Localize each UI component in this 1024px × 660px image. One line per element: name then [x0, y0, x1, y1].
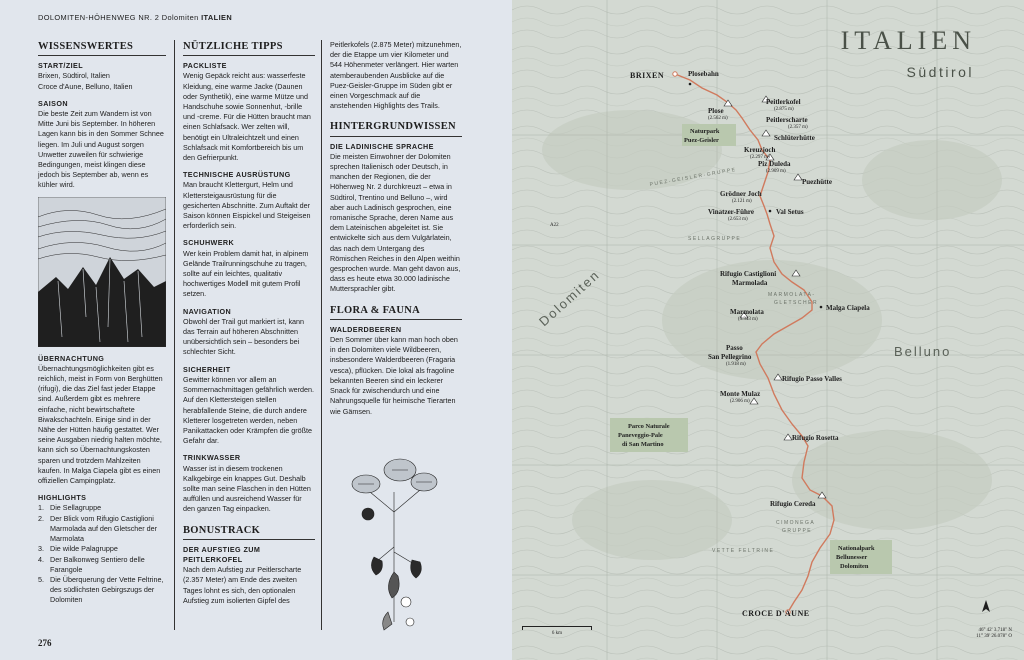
column-rule	[174, 40, 175, 630]
place-label: Grödner Joch	[720, 190, 762, 198]
subheading: ÜBERNACHTUNG	[38, 353, 105, 363]
body-line: Brixen, Südtirol, Italien	[38, 71, 110, 81]
park-label: Naturpark	[690, 128, 720, 135]
subheading: HIGHLIGHTS	[38, 493, 87, 503]
section-title: NÜTZLICHE TIPPS	[183, 40, 315, 56]
section-title: FLORA & FAUNA	[330, 304, 462, 320]
map-subtitle: Südtirol	[906, 64, 974, 80]
subheading: START/ZIEL	[38, 61, 83, 71]
mountain-illustration	[38, 197, 166, 347]
elevation-label: (1.918 m)	[726, 362, 746, 367]
park-label: Paneveggio-Pale	[618, 432, 663, 439]
list-item: 3. Die wilde Palagruppe	[38, 544, 118, 554]
running-head	[38, 13, 232, 22]
elevation-label: (2.906 m)	[730, 399, 750, 404]
park-label: Nationalpark	[838, 545, 875, 552]
place-label: CROCE D'AUNE	[742, 609, 810, 618]
subheading: DER AUFSTIEG ZUM PEITLERKOFEL	[183, 544, 261, 564]
subheading: SAISON	[38, 98, 68, 108]
coordinates	[976, 628, 1012, 640]
column-hintergrund	[330, 40, 462, 417]
topographic-map	[512, 0, 1024, 660]
place-label: Marmolada	[732, 279, 768, 287]
subheading: NAVIGATION	[183, 306, 232, 316]
body-text: Obwohl der Trail gut markiert ist, kann das Terrain auf höheren Abschnitten unübersichtlich sein – besonders bei schlechter Sicht.	[183, 316, 305, 357]
subheading: WALDERDBEEREN	[330, 324, 402, 334]
body-text: Man braucht Klettergurt, Helm und Klettersteigausrüstung für die gesicherten Abschnitte. Zum Auftakt der Saison können Eispickel und Steigeisen erforderlich sein.	[183, 180, 311, 231]
place-label: Vinatzer-Führe	[708, 208, 755, 216]
place-label: Peitlerkofel	[766, 98, 801, 106]
place-label: Val Setus	[776, 208, 804, 216]
body-text: Übernachtungsmöglichkeiten gibt es reichlich, meist in Form von Berghütten (rifugi), die das Ziel fast jeder Etappe sind. Außerdem gibt es mehrere einfache, nicht bewirtschaftete Biwakschachteln. Einige sind in der Nähe der Hütten häufig gestattet. Wer seine Ausgaben niedrig halten möchte, kann sich so Übernachtungskosten sparen und trotzdem Mahlzeiten kaufen. In Malga Ciapela gibt es einen offiziellen Campingplatz.	[38, 363, 163, 486]
column-tipps	[183, 40, 315, 606]
park-label: Puez-Geisler	[684, 137, 719, 144]
scale-bar	[522, 626, 592, 636]
column-rule	[321, 40, 322, 630]
place-label: Rifugio Rosetta	[792, 434, 839, 442]
place-label: Piz Duleda	[758, 160, 791, 168]
place-label: Monte Mulaz	[720, 390, 761, 398]
place-label: Plose	[708, 107, 724, 115]
group-label: CIMONEGA	[776, 520, 816, 526]
elevation-label: (2.562 m)	[708, 116, 728, 121]
group-label: MARMOLATA-	[768, 292, 816, 298]
road-label: A22	[550, 223, 559, 228]
place-label: Rifugio Passo Valles	[782, 375, 842, 383]
coordinate-lon: 11° 39' 26.078" O	[976, 634, 1012, 639]
place-label: Kreuzjoch	[744, 146, 776, 154]
section-title: BONUSTRACK	[183, 524, 315, 540]
body-text: Wasser ist in diesem trockenen Kalkgebirge ein knappes Gut. Deshalb sollte man seine Flaschen in den Hütten auffüllen und ausreichend Wasser für den ganzen Tag einpacken.	[183, 463, 311, 514]
running-head-prefix: DOLOMITEN-HÖHENWEG NR. 2 Dolomiten	[38, 13, 199, 22]
scale-label: 6 km	[551, 631, 563, 636]
map-title: ITALIEN	[840, 26, 976, 55]
list-item: 5. Die Überquerung der Vette Feltrine, des südlichsten Gebirgszugs der Dolomiten	[38, 574, 164, 605]
body-text: Wer kein Problem damit hat, in alpinem Gelände Trailrunningschuhe zu tragen, sollte auf ein leichtes, qualitativ hochwertiges Modell mit gutem Profil setzen.	[183, 248, 309, 299]
group-label: VETTE FELTRINE	[712, 548, 775, 554]
subheading: TECHNISCHE AUSRÜSTUNG	[183, 170, 291, 180]
park-label: di San Martino	[622, 441, 664, 448]
park-label: Dolomiten	[840, 563, 869, 570]
list-item: 1. Die Sellagruppe	[38, 503, 102, 513]
elevation-label: (3.343 m)	[738, 317, 758, 322]
place-label: Plosebahn	[688, 70, 719, 78]
place-label: Puezhütte	[802, 178, 832, 186]
place-label: Rifugio Cereda	[770, 500, 816, 508]
body-text: Den Sommer über kann man hoch oben in den Dolomiten viele Wildbeeren, insbesondere Walderdbeeren (Fragaria vesca), pflücken. Die lokal als fragoline bekannten Beeren sind ein leckerer Snack für zwischendurch und eine Nahrungsquelle für heimische Tierarten wie Gämsen.	[330, 335, 458, 416]
place-label: Rifugio Castiglioni	[720, 270, 777, 278]
place-label: Marmolata	[730, 308, 764, 316]
elevation-label: (2.297 m)	[750, 155, 770, 160]
column-wissenswertes	[38, 40, 166, 606]
map-page	[512, 0, 1024, 660]
place-label: Peitlerscharte	[766, 116, 808, 124]
list-item: 4. Der Balkonweg Sentiero delle Farangole	[38, 554, 145, 574]
group-label: GLETSCHER	[774, 300, 819, 306]
park-label: Parco Naturale	[628, 423, 670, 430]
elevation-label: (2.653 m)	[728, 217, 748, 222]
list-item: 2. Der Blick vom Rifugio Castiglioni Marmolada auf den Gletscher der Marmolata	[38, 513, 158, 544]
body-text: Gewitter können vor allem an Sommernachmittagen gefährlich werden. Auf den Klettersteigen stellen herabfallende Steine, die durch andere Kletterer losgetreten werden, neben Panikattacken oder Krämpfen die größte Gefahr dar.	[183, 374, 315, 446]
place-label: BRIXEN	[630, 71, 665, 80]
group-label: GRUPPE	[782, 528, 813, 534]
elevation-label: (2.875 m)	[774, 107, 794, 112]
subheading: PACKLISTE	[183, 61, 227, 71]
group-label: SELLAGRUPPE	[688, 236, 742, 242]
region-label: Belluno	[894, 344, 952, 359]
elevation-label: (2.121 m)	[732, 199, 752, 204]
coordinate-lat: 46° 42' 3.718" N	[978, 628, 1012, 633]
strawberry-illustration	[348, 452, 440, 640]
section-title: WISSENSWERTES	[38, 40, 166, 56]
highlights-list	[38, 503, 166, 605]
section-title: HINTERGRUNDWISSEN	[330, 120, 462, 136]
place-label: Schlüterhütte	[774, 134, 815, 142]
body-text: Peitlerkofels (2.875 Meter) mitzunehmen, der die Etappe um vier Kilometer und 544 Höhenmeter verlängert. Hier warten atemberaubenden Ausblicke auf die Puez-Geisler-Gruppe im Süden gibt er einen Vorgeschmack auf die anstehenden Highlights des Trails.	[330, 40, 462, 111]
place-label: Malga Ciapela	[826, 304, 870, 312]
body-text: Wenig Gepäck reicht aus: wasserfeste Kleidung, eine warme Jacke (Daunen oder Synthetik), eine warme Mütze und Handschuhe sowie Sonnenhut, -brille und -creme. Für die Hütten braucht man einen Schlafsack. Wer zelten will, benötigt ein Ultraleichtzelt und einen Schlafsack mit Komfortbereich bis um den Gefrierpunkt.	[183, 71, 311, 163]
place-label: Passo	[726, 344, 743, 352]
region-label: Dolomiten	[536, 266, 603, 330]
place-label: San Pellegrino	[708, 353, 752, 361]
body-text: Die beste Zeit zum Wandern ist von Mitte Juni bis September. In höheren Lagen kann bis in den Sommer Schnee liegen. Im Juli und August sorgen Unwetter zuweilen für schwierige Bedingungen, meist klingen diese jedoch bis September ab, wenn es kühler wird.	[38, 109, 164, 190]
body-line: Croce d'Aune, Belluno, Italien	[38, 81, 133, 91]
body-text: Die meisten Einwohner der Dolomiten sprechen Italienisch oder Deutsch, in manchen der Regionen, die der Höhenweg Nr. 2 durchkreuzt – etwa in Südtirol, Trentino und Belluno –, wird aber auch Ladinisch gesprochen, eine romanische Sprache, deren Name aus dem Lateinischen abgeleitet ist. Sie entwickelte sich aus dem Vulgärlatein, das nach dem Untergang des Römischen Reiches in den Alpen weithin gesprochen wurde. Man geht davon aus, dass es heute etwa 30.000 ladinische Muttersprachler gibt.	[330, 151, 461, 294]
elevation-label: (2.357 m)	[788, 125, 808, 130]
subheading: SCHUHWERK	[183, 238, 235, 248]
running-head-country: ITALIEN	[201, 13, 233, 22]
group-label: PUEZ-GEISLER-GRUPPE	[649, 166, 737, 188]
elevation-label: (2.909 m)	[766, 169, 786, 174]
subheading: SICHERHEIT	[183, 364, 231, 374]
body-text: Nach dem Aufstieg zur Peitlerscharte (2.357 Meter) am Ende des zweiten Tages lohnt es sich, den optionalen Aufstieg zum isolierten Gipfel des	[183, 565, 302, 605]
park-label: Bellunesser	[836, 554, 868, 561]
page-number: 276	[38, 638, 52, 648]
subheading: DIE LADINISCHE SPRACHE	[330, 141, 434, 151]
subheading: TRINKWASSER	[183, 453, 241, 463]
